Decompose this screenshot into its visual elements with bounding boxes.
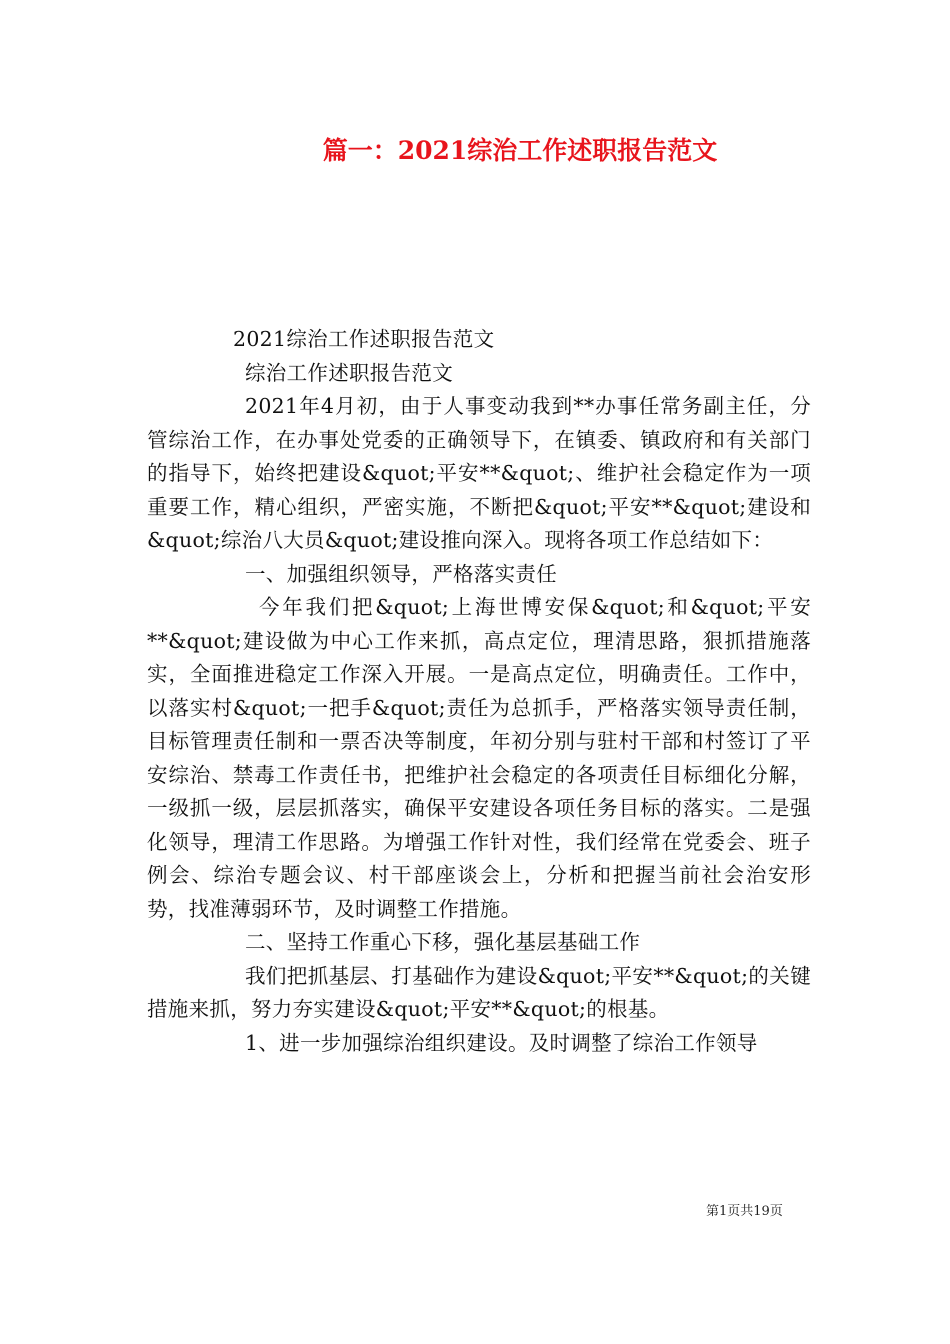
document-title: 篇一：2021综治工作述职报告范文 — [322, 136, 718, 165]
paragraph-item-one: 1、进一步加强综治组织建设。及时调整了综治工作领导 — [245, 1030, 758, 1055]
paragraph-section-one: 今年我们把&quot;上海世博安保&quot;和&quot;平安**&quot;建设做为中心工作来抓，高点定位，理清思路，狠抓措施落实，全面推进稳定工作深入开展。一是高点定位，明确责任。工作中，以落实村&quot;一把手&quot;责任为总抓手，严格落实领导责任制，目标管理责任制和一票否决等制度，年初分别与驻村干部和村签订了平安综治、禁毒工作责任书，把维护社会稳定的各项责任目标细化分解，一级抓一级，层层抓落实，确保平安建设各项任务目标的落实。二是强化领导，理清工作思路。为增强工作针对性，我们经常在党委会、班子例会、综治专题会议、村干部座谈会上，分析和把握当前社会治安形势，找准薄弱环节，及时调整工作措施。 — [147, 595, 811, 921]
section-heading-two: 二、坚持工作重心下移，强化基层基础工作 — [245, 930, 641, 954]
paragraph-intro: 2021年4月初，由于人事变动我到**办事任常务副主任，分管综治工作，在办事处党委的正确领导下，在镇委、镇政府和有关部门的指导下，始终把建设&quot;平安**&quot;、维护社会稳定作为一项重要工作，精心组织，严密实施，不断把&quot;平安**&quot;建设和&quot;综治八大员&quot;建设推向深入。现将各项工作总结如下： — [147, 394, 811, 552]
section-heading-one: 一、加强组织领导，严格落实责任 — [245, 561, 557, 586]
document-body — [147, 323, 811, 1060]
section-heading-main: 2021综治工作述职报告范文 — [233, 327, 495, 351]
paragraph-section-two: 我们把抓基层、打基础作为建设&quot;平安**&quot;的关键措施来抓，努力夯实建设&quot;平安**&quot;的根基。 — [147, 963, 811, 1021]
page-number: 第1页共19页 — [706, 1204, 783, 1219]
section-heading-sub: 综治工作述职报告范文 — [245, 360, 453, 385]
